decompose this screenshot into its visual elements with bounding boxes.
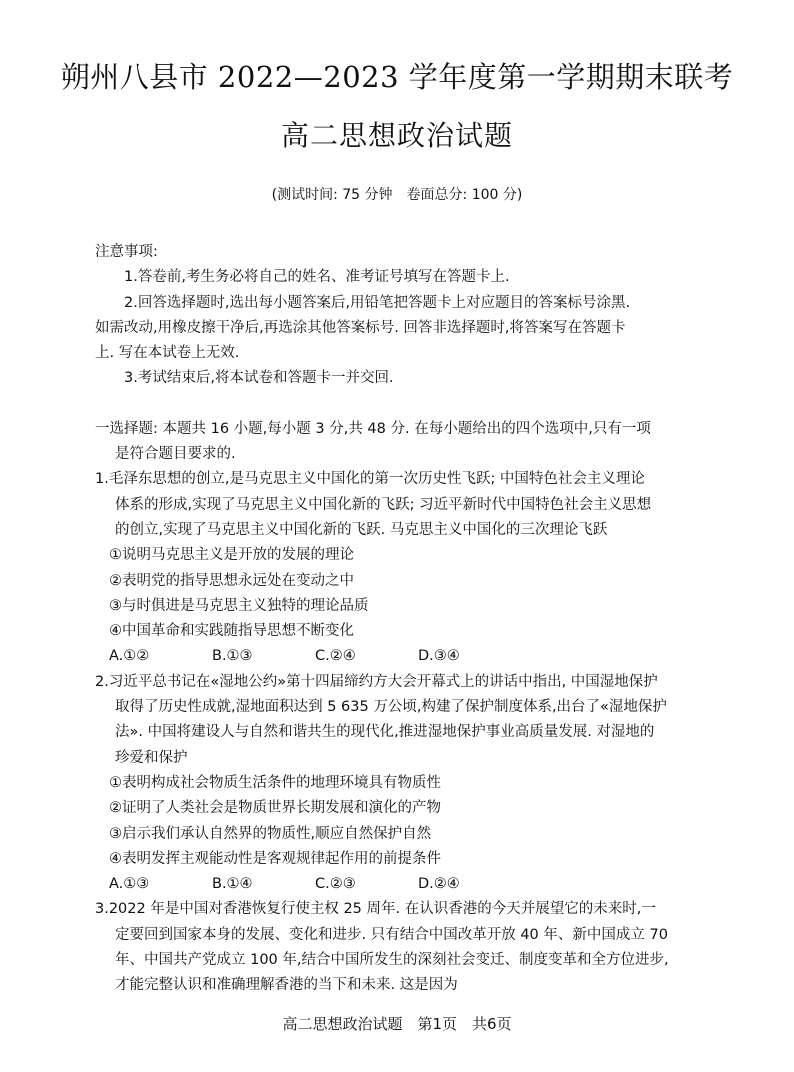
notes-heading: 注意事项: <box>95 244 158 260</box>
question-1 <box>95 467 715 669</box>
exam-title: 朔州八县市 2022—2023 学年度第一学期期末联考 <box>60 60 734 94</box>
question-text: 取得了历史性成就,湿地面积达到 5 635 万公顷,构建了保护制度体系,出台了«湿地保护 <box>115 699 667 716</box>
statement-option: ①说明马克思主义是开放的发展的理论 <box>109 547 354 564</box>
statement-option: ③与时俱进是马克思主义独特的理论品质 <box>109 597 369 614</box>
question-text: 的创立,实现了马克思主义中国化新的飞跃. 马克思主义中国化的三次理论飞跃 <box>115 521 608 538</box>
statement-option: ②表明党的指导思想永远处在变动之中 <box>109 572 354 589</box>
choice-c: C.②③ <box>315 876 356 893</box>
choice-d: D.③④ <box>418 648 460 665</box>
question-2 <box>95 670 715 898</box>
answer-choices <box>95 872 715 897</box>
choice-a: A.①③ <box>109 876 150 893</box>
question-text: 定要回到国家本身的发展、变化和进步. 只有结合中国改革开放 40 年、新中国成立 70 <box>115 926 668 943</box>
question-text: 珍爱和保护 <box>115 749 188 766</box>
choice-b: B.①③ <box>212 648 253 665</box>
spacer <box>95 392 715 417</box>
statement-option: ④表明发挥主观能动性是客观规律起作用的前提条件 <box>109 850 441 867</box>
choice-c: C.②④ <box>315 648 356 665</box>
question-3 <box>95 897 715 998</box>
note-line: 如需改动,用橡皮擦干净后,再选涂其他答案标号. 回答非选择题时,将答案写在答题卡 <box>95 319 626 336</box>
note-line: 2.回答选择题时,选出每小题答案后,用铅笔把答题卡上对应题目的答案标号涂黑. <box>124 294 631 311</box>
choice-b: B.①④ <box>212 876 253 893</box>
note-line: 上. 写在本试卷上无效. <box>95 345 240 362</box>
question-text: 年、中国共产党成立 100 年,结合中国所发生的深刻社会变迁、制度变革和全方位进步, <box>115 952 669 969</box>
question-text: 体系的形成,实现了马克思主义中国化新的飞跃; 习近平新时代中国特色社会主义思想 <box>115 496 652 513</box>
note-line: 1.答卷前,考生务必将自己的姓名、准考证号填写在答题卡上. <box>124 269 510 286</box>
page-footer: 高二思想政治试题 第1页 共6页 <box>282 1015 512 1033</box>
section-instruction: 一选择题: 本题共 16 小题,每小题 3 分,共 48 分. 在每小题给出的四个选项中,只有一项 <box>95 420 651 437</box>
choice-a: A.①② <box>109 648 150 665</box>
exam-body <box>95 240 715 999</box>
question-text: 3.2022 年是中国对香港恢复行使主权 25 周年. 在认识香港的今天并展望它的未来时,一 <box>95 901 656 918</box>
note-line: 3.考试结束后,将本试卷和答题卡一并交回. <box>124 370 394 387</box>
statement-option: ④中国革命和实践随指导思想不断变化 <box>109 623 354 640</box>
question-text: 法». 中国将建设人与自然和谐共生的现代化,推进湿地保护事业高质量发展. 对湿地的 <box>115 724 655 741</box>
question-text: 2.习近平总书记在«湿地公约»第十四届缔约方大会开幕式上的讲话中指出, 中国湿地保护 <box>95 673 658 690</box>
section-instruction: 是符合题目要求的. <box>115 446 236 463</box>
answer-choices <box>95 644 715 669</box>
question-text: 才能完整认识和准确理解香港的当下和未来. 这是因为 <box>115 977 458 994</box>
statement-option: ③启示我们承认自然界的物质性,顺应自然保护自然 <box>109 825 432 842</box>
choice-d: D.②④ <box>418 876 460 893</box>
exam-subject: 高二思想政治试题 <box>280 119 513 152</box>
question-text: 1.毛泽东思想的创立,是马克思主义中国化的第一次历史性飞跃; 中国特色社会主义理论 <box>95 471 645 488</box>
statement-option: ①表明构成社会物质生活条件的地理环境具有物质性 <box>109 774 441 791</box>
statement-option: ②证明了人类社会是物质世界长期发展和演化的产物 <box>109 800 441 817</box>
exam-info: (测试时间: 75 分钟 卷面总分: 100 分) <box>271 187 523 203</box>
